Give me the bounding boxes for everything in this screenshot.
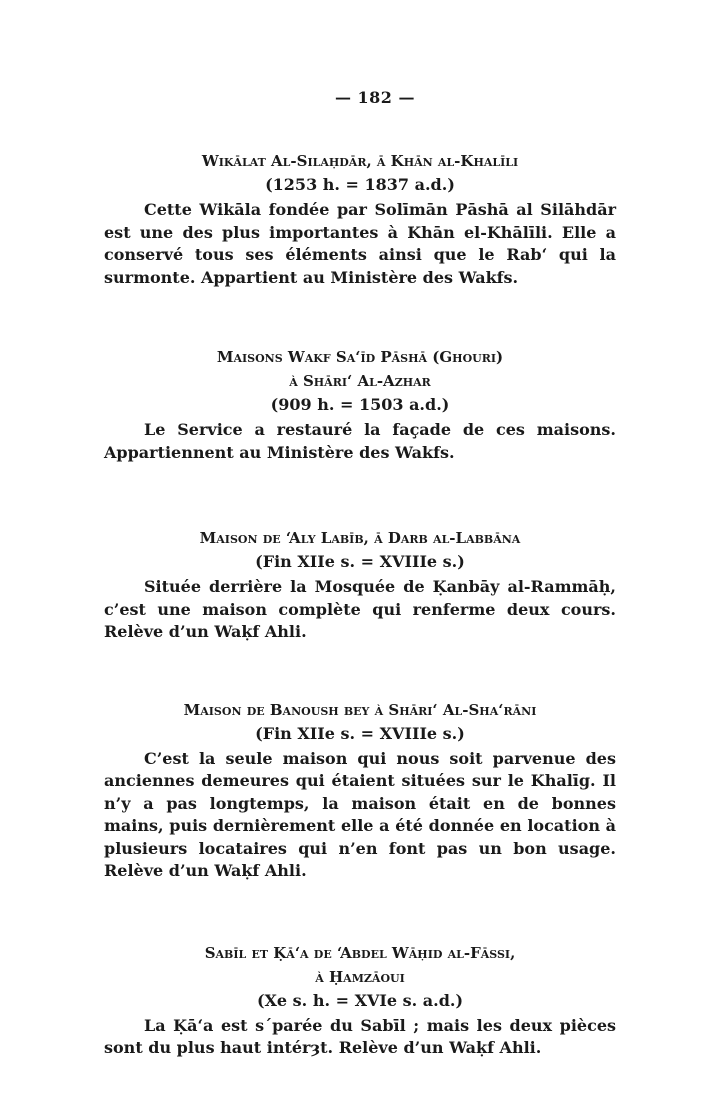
- entry-body: Située derrière la Mosquée de Ḳanbāy al-Rammāḥ, c’est une maison complète qui renferme deux cours. Relève d’un Waḳf Ahli.: [104, 577, 616, 641]
- entry-body: Cette Wikāla fondée par Solīmān Pāshā al Silāhdār est une des plus importantes à Khān el-Khālīli. Elle a conservé tous ses éléments ainsi que le Rab‘ qui la surmonte. Appartient au Ministère des Wakfs.: [104, 200, 616, 287]
- entry-title: Maison de ‘Aly Labīb, ā Darb al-Labbāna: [199, 529, 521, 547]
- document-page: [104, 88, 616, 1094]
- entry-wikalat-silahdar: [104, 149, 616, 289]
- entry-maisons-wakf-said-pasha: [104, 345, 616, 464]
- entry-date: (Fin XIIe s. = XVIIIe s.): [255, 552, 465, 571]
- entry-date: (1253 h. = 1837 a.d.): [265, 175, 455, 194]
- entry-subtitle: à Shāri‘ Al-Azhar: [289, 372, 431, 390]
- entry-maison-aly-labib: [104, 526, 616, 644]
- entry-subtitle: à Ḥamzāoui: [315, 967, 405, 986]
- entry-date: (Fin XIIe s. = XVIIIe s.): [255, 723, 465, 743]
- entry-date: (Xe s. h. = XVIe s. a.d.): [256, 990, 464, 1010]
- entry-date: (909 h. = 1503 a.d.): [270, 395, 450, 414]
- page-number: — 182 —: [334, 88, 416, 107]
- entry-title: Wikālat Al-Silaḥdār, ā Khān al-Khalīli: [201, 152, 519, 170]
- entry-body: C’est la seule maison qui nous soit parvenue des anciennes demeures qui étaient situées sur le Khalīg. Il n’y a pas longtemps, la maison était en de bonnes mains, puis dernièrement elle a été donnée en location à plusieurs locataires qui n’en font pas un bon usage. Relève d’un Waḳf Ahli.: [104, 748, 616, 880]
- entry-sabil-abdel-wahid: [104, 941, 616, 1060]
- entry-title: Maison de Banoush bey à Shāri‘ Al-Sha‘rāni: [183, 700, 537, 719]
- entry-body: La Ḳā‘a est s´parée du Sabīl ; mais les deux pièces sont du plus haut intérȝt. Relève d’un Waḳf Ahli.: [104, 1015, 616, 1057]
- entry-title: Maisons Wakf Sa‘īd Pāshā (Ghouri): [216, 348, 504, 366]
- entry-body: Le Service a restauré la façade de ces maisons. Appartiennent au Ministère des Wakfs.: [104, 420, 616, 462]
- entry-title: Sabīl et Ḳā‘a de ‘Abdel Wāḥid al-Fāssi,: [204, 943, 516, 962]
- entry-maison-banoush-bey: [104, 698, 616, 883]
